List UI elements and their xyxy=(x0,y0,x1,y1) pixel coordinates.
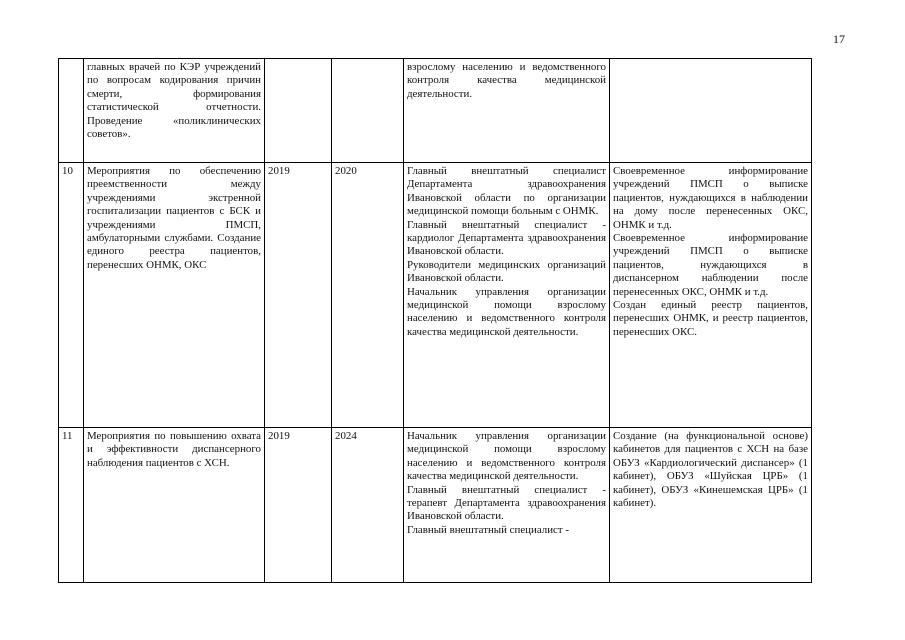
activity-cell: Мероприятия по обеспечению преемственности между учреждениями экстренной госпитализации пациентов с БСК и учреждениями ПМСП, амбулаторными службами. Создание единого реестра пациентов, перенесших ОНМК, ОКС xyxy=(84,163,265,428)
row-number: 11 xyxy=(59,428,84,583)
table-row xyxy=(59,428,812,583)
start-year-cell: 2019 xyxy=(265,163,332,428)
table-row xyxy=(59,59,812,163)
page-number: 17 xyxy=(833,32,845,46)
responsible-paragraph: Руководители медицинских организаций Ивановской области. xyxy=(407,258,606,285)
responsible-cell xyxy=(404,59,610,163)
end-year-cell xyxy=(332,59,404,163)
responsible-paragraph: Главный внештатный специалист - кардиолог Департамента здравоохранения Ивановской области. xyxy=(407,218,606,258)
row-number xyxy=(59,59,84,163)
start-year-cell: 2019 xyxy=(265,428,332,583)
responsible-paragraph: Начальник управления организации медицинской помощи взрослому населению и ведомственного контроля качества медицинской деятельности. xyxy=(407,285,606,338)
result-cell xyxy=(610,59,812,163)
result-cell xyxy=(610,428,812,583)
result-paragraph: Создание (на функциональной основе) кабинетов для пациентов с ХСН на базе ОБУЗ «Кардиологический диспансер» (1 кабинет), ОБУЗ «Шуйская ЦРБ» (1 кабинет), ОБУЗ «Кинешемская ЦРБ» (1 кабинет). xyxy=(613,430,808,510)
responsible-cell xyxy=(404,428,610,583)
result-paragraph: Своевременное информирование учреждений ПМСП о выписке пациентов, нуждающихся в наблюдении на дому после перенесенных ОКС, ОНМК и т.д. xyxy=(613,165,808,231)
result-paragraph: Своевременное информирование учреждений ПМСП о выписке пациентов, нуждающихся в диспансерном наблюдении после перенесенных ОКС, ОНМК и т.д. xyxy=(613,232,808,298)
responsible-paragraph: Начальник управления организации медицинской помощи взрослому населению и ведомственного контроля качества медицинской деятельности. xyxy=(407,430,606,483)
start-year-cell xyxy=(265,59,332,163)
responsible-paragraph: взрослому населению и ведомственного контроля качества медицинской деятельности. xyxy=(407,61,606,100)
row-number: 10 xyxy=(59,163,84,428)
result-paragraph: Создан единый реестр пациентов, перенесших ОНМК, и реестр пациентов, перенесших ОКС. xyxy=(613,299,808,338)
end-year-cell: 2020 xyxy=(332,163,404,428)
result-cell xyxy=(610,163,812,428)
responsible-paragraph: Главный внештатный специалист - xyxy=(407,523,569,536)
responsible-paragraph: Главный внештатный специалист - терапевт Департамента здравоохранения Ивановской области. xyxy=(407,483,606,523)
responsible-paragraph: Главный внештатный специалист Департамента здравоохранения Ивановской области по организации медицинской помощи больным с ОНМК. xyxy=(407,165,606,218)
activity-cell: Мероприятия по повышению охвата и эффективности диспансерного наблюдения пациентов с ХСН. xyxy=(84,428,265,583)
activity-cell: главных врачей по КЭР учреждений по вопросам кодирования причин смерти, формирования статистической отчетности. Проведение «поликлинических советов». xyxy=(84,59,265,163)
table-row xyxy=(59,163,812,428)
measures-table xyxy=(58,58,812,583)
end-year-cell: 2024 xyxy=(332,428,404,583)
responsible-cell xyxy=(404,163,610,428)
